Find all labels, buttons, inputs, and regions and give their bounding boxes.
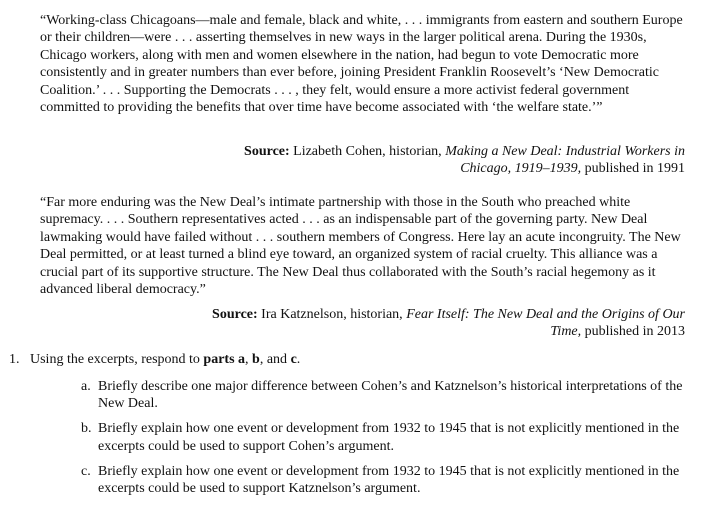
excerpt-cohen: “Working-class Chicagoans—male and female, black and white, . . . immigrants from eastern and southern Europe or their children—were . . . asserting themselves in new ways in the larger political arena. During the 1930s, Chicago workers, along with men and women elsewhere in the nation, had begun to vote Democratic more consistently and in greater numbers than ever before, joining President Franklin Roosevelt’s ‘New Democratic Coalition.’ . . . Supporting the Democrats . . . , they felt, would ensure a more activist federal government committed to providing the benefits that over time have become associated with ‘the welfare state.’” — [40, 13, 683, 116]
prompt-sep-2: , and — [259, 352, 291, 367]
prompt-suffix: . — [296, 352, 301, 367]
part-letter: b. — [81, 421, 92, 437]
prompt-part-b: b — [252, 352, 260, 367]
prompt-prefix: Using the excerpts, respond to — [30, 352, 204, 367]
source-title: Fear Itself: The New Deal and the Origins of Our Time, — [406, 307, 685, 340]
source-katznelson — [205, 306, 685, 341]
prompt-part-c: c — [290, 352, 297, 367]
question-number: 1. — [9, 352, 20, 367]
question-prompt — [30, 351, 300, 368]
prompt-part-a: parts a — [203, 352, 246, 367]
part-text: Briefly describe one major difference between Cohen’s and Katznelson’s historical interpretations of the New Deal. — [98, 379, 683, 412]
source-published: published in 2013 — [584, 324, 685, 340]
question-parts — [81, 378, 691, 505]
part-letter: a. — [81, 379, 91, 394]
question-part-c — [81, 463, 691, 498]
prompt-sep-1: , — [245, 352, 253, 367]
source-label: Source: — [212, 307, 258, 322]
part-text: Briefly explain how one event or development from 1932 to 1945 that is not explicitly mentioned in the excerpts could be used to support Katznelson’s argument. — [98, 463, 680, 497]
source-author: Lizabeth Cohen, historian, — [293, 144, 442, 159]
excerpt-katznelson: “Far more enduring was the New Deal’s intimate partnership with those in the South who preached white supremacy. . . . Southern representatives acted . . . as an indispensable part of the governing party. New Deal lawmaking would have failed without . . . southern members of Congress. Here lay an acute incongruity. The New Deal permitted, or at least turned a blind eye toward, an organized system of racial cruelty. This alliance was a crucial part of its supportive structure. The New Deal thus collaborated with the South’s racial hegemony as it advanced liberal democracy.” — [40, 195, 681, 298]
source-cohen — [205, 143, 685, 178]
source-label: Source: — [244, 144, 290, 159]
part-text: Briefly explain how one event or development from 1932 to 1945 that is not explicitly mentioned in the excerpts could be used to support Cohen’s argument. — [98, 421, 680, 454]
source-title: Making a New Deal: Industrial Workers in Chicago, 1919–1939, — [445, 144, 685, 177]
source-author: Ira Katznelson, historian, — [261, 307, 403, 322]
question-part-a — [81, 378, 691, 413]
question-part-b — [81, 420, 691, 455]
part-letter: c. — [81, 463, 91, 479]
source-published: published in 1991 — [584, 161, 685, 177]
